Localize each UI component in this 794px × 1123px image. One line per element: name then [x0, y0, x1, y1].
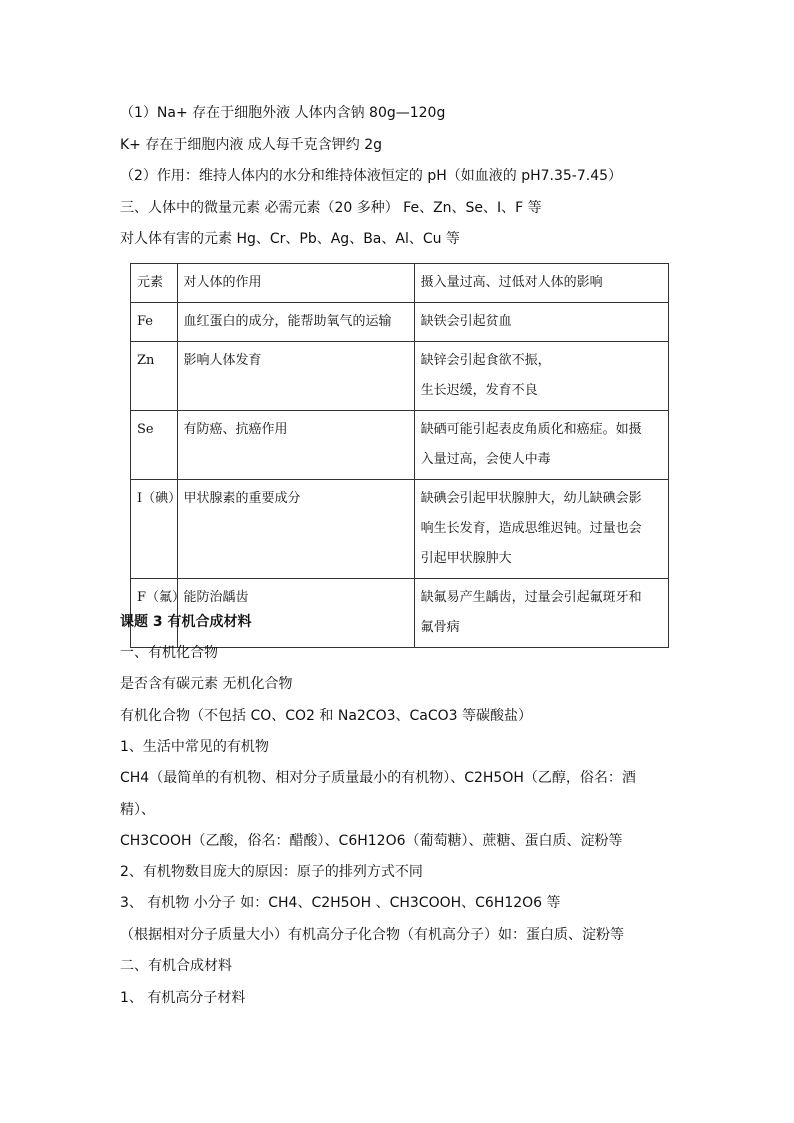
text-line: CH3COOH（乙酸，俗名：醋酸）、C6H12O6（葡萄糖）、蔗糖、蛋白质、淀粉等: [120, 833, 623, 849]
text-line-potassium: K+ 存在于细胞内液 成人每千克含钾约 2g: [120, 137, 383, 153]
table-row: [131, 411, 669, 480]
table-cell: 能防治龋齿: [177, 579, 414, 648]
table-cell: 有防癌、抗癌作用: [177, 411, 414, 480]
table-header-cell: 摄入量过高、过低对人体的影响: [414, 264, 668, 303]
table-row: [131, 342, 669, 411]
table-header-row: [131, 264, 669, 303]
table-cell: Fe: [131, 303, 178, 342]
table-row: [131, 303, 669, 342]
text-line-sodium: （1）Na+ 存在于细胞外液 人体内含钠 80g—120g: [120, 105, 446, 121]
text-line: 2、有机物数目庞大的原因：原子的排列方式不同: [120, 864, 423, 880]
text-line: 1、 有机高分子材料: [120, 990, 246, 1006]
text-line: CH4（最简单的有机物、相对分子质量最小的有机物）、C2H5OH（乙醇，俗名：酒: [120, 770, 636, 786]
text-line: 3、 有机物 小分子 如：CH4、C2H5OH 、CH3COOH、C6H12O6 等: [120, 895, 561, 911]
table-cell: I（碘）: [131, 480, 178, 579]
table-cell: 血红蛋白的成分，能帮助氧气的运输: [177, 303, 414, 342]
text-line: 精）、: [120, 802, 155, 818]
table-cell: 甲状腺素的重要成分: [177, 480, 414, 579]
table-cell: 缺铁会引起贫血: [414, 303, 668, 342]
text-line-trace-elements: 三、人体中的微量元素 必需元素（20 多种） Fe、Zn、Se、I、F 等: [120, 200, 542, 216]
table-cell: Zn: [131, 342, 178, 411]
lesson-title: 课题 3 有机合成材料: [120, 614, 252, 630]
text-line: 是否含有碳元素 无机化合物: [120, 676, 293, 692]
section-heading: 二、有机合成材料: [120, 958, 232, 974]
table-cell: Se: [131, 411, 178, 480]
text-line: （根据相对分子质量大小）有机高分子化合物（有机高分子）如：蛋白质、淀粉等: [120, 927, 624, 943]
table-cell: 缺硒可能引起表皮角质化和癌症。如摄 入量过高，会使人中毒: [414, 411, 668, 480]
table-row: [131, 480, 669, 579]
table-header-cell: 对人体的作用: [177, 264, 414, 303]
text-line: 有机化合物（不包括 CO、CO2 和 Na2CO3、CaCO3 等碳酸盐）: [120, 708, 533, 724]
table-cell: 缺氟易产生龋齿，过量会引起氟斑牙和 氟骨病: [414, 579, 668, 648]
table-header-cell: 元素: [131, 264, 178, 303]
section-heading: 一、有机化合物: [120, 645, 218, 661]
text-line-function: （2）作用：维持人体内的水分和维持体液恒定的 pH（如血液的 pH7.35-7.45）: [120, 168, 623, 184]
table-cell: 影响人体发育: [177, 342, 414, 411]
trace-element-table: [130, 263, 669, 648]
table-cell: F（氟）: [131, 579, 178, 648]
table-cell: 缺碘会引起甲状腺肿大，幼儿缺碘会影 响生长发育，造成思维迟钝。过量也会 引起甲状腺肿大: [414, 480, 668, 579]
text-line-harmful-elements: 对人体有害的元素 Hg、Cr、Pb、Ag、Ba、Al、Cu 等: [120, 231, 460, 247]
table-cell: 缺锌会引起食欲不振， 生长迟缓，发育不良: [414, 342, 668, 411]
text-line: 1、生活中常见的有机物: [120, 739, 269, 755]
